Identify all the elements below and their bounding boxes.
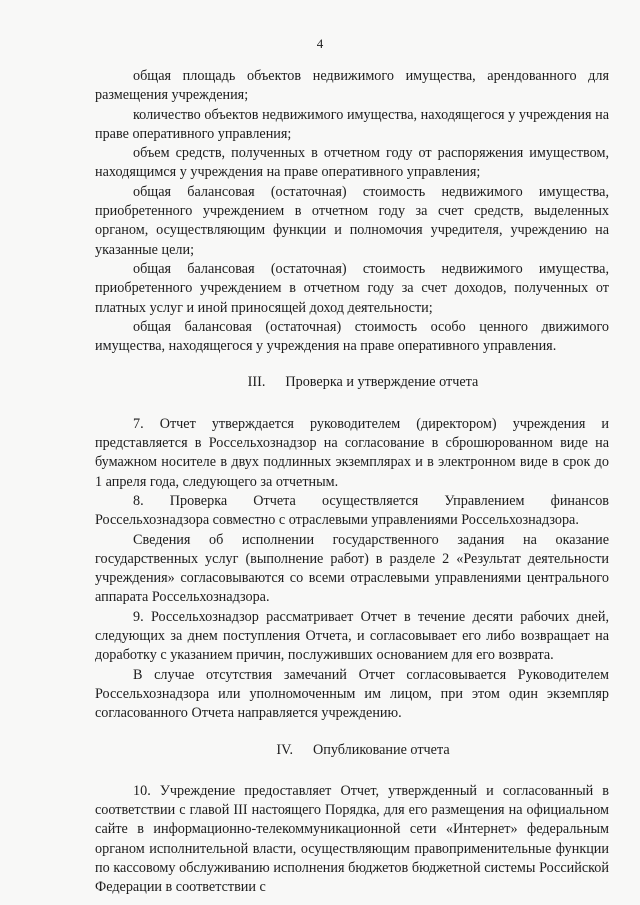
- document-body: [95, 67, 609, 898]
- paragraph: количество объектов недвижимого имущества, находящегося у учреждения на праве оперативного управления;: [95, 106, 609, 142]
- section-heading: [95, 373, 609, 392]
- paragraph: 8. Проверка Отчета осуществляется Управлением финансов Россельхознадзора совместно с отраслевыми управлениями Россельхознадзора.: [95, 492, 609, 529]
- paragraph: 9. Россельхознадзор рассматривает Отчет в течение десяти рабочих дней, следующих за днем поступления Отчета, и согласовывает его либо возвращает на доработку с указанием причин, послуживших основанием для его возврата.: [95, 608, 609, 664]
- paragraph: 7. Отчет утверждается руководителем (директором) учреждения и представляется в Россельхознадзор на согласование в сброшюрованном виде на бумажном носителе в двух подлинных экземплярах и в электронном виде в срок до 1 апреля года, следующего за отчетным.: [95, 415, 609, 490]
- paragraph: общая балансовая (остаточная) стоимость недвижимого имущества, приобретенного учреждением в отчетном году за счет доходов, полученных от платных услуг и иной приносящей доход деятельности;: [95, 260, 609, 316]
- paragraph: 10. Учреждение предоставляет Отчет, утвержденный и согласованный в соответствии с главой III настоящего Порядка, для его размещения на официальном сайте в информационно-телекоммуникационной сети «Интернет» федеральным органом исполнительной власти, осуществляющим правоприменительные функции по кассовому обслуживанию исполнения бюджетов бюджетной системы Российской Федерации в соответствии с: [95, 782, 609, 896]
- paragraph: В случае отсутствия замечаний Отчет согласовывается Руководителем Россельхознадзора или уполномоченным им лицом, при этом один экземпляр согласованного Отчета направляется учреждению.: [95, 666, 609, 722]
- paragraph: общая площадь объектов недвижимого имущества, арендованного для размещения учреждения;: [95, 68, 609, 104]
- paragraph: общая балансовая (остаточная) стоимость недвижимого имущества, приобретенного учреждением в отчетном году за счет средств, выделенных органом, осуществляющим функции и полномочия учредителя, учреждению на указанные цели;: [95, 183, 609, 258]
- paragraph: Сведения об исполнении государственного задания на оказание государственных услуг (выполнение работ) в разделе 2 «Результат деятельности учреждения» согласовываются со всеми отраслевыми управлениями центрального аппарата Россельхознадзора.: [95, 531, 609, 606]
- section-title: Проверка и утверждение отчета: [285, 374, 479, 391]
- section-title: Опубликование отчета: [313, 741, 450, 758]
- page-number: 4: [316, 36, 324, 51]
- paragraph: объем средств, полученных в отчетном году от распоряжения имуществом, находящимся у учреждения на праве оперативного управления;: [95, 145, 609, 181]
- section-number: IV.: [276, 741, 294, 758]
- paragraph: общая балансовая (остаточная) стоимость особо ценного движимого имущества, находящегося у учреждения на праве оперативного управления.: [95, 318, 609, 355]
- section-number: III.: [247, 374, 266, 391]
- section-heading: [95, 741, 609, 760]
